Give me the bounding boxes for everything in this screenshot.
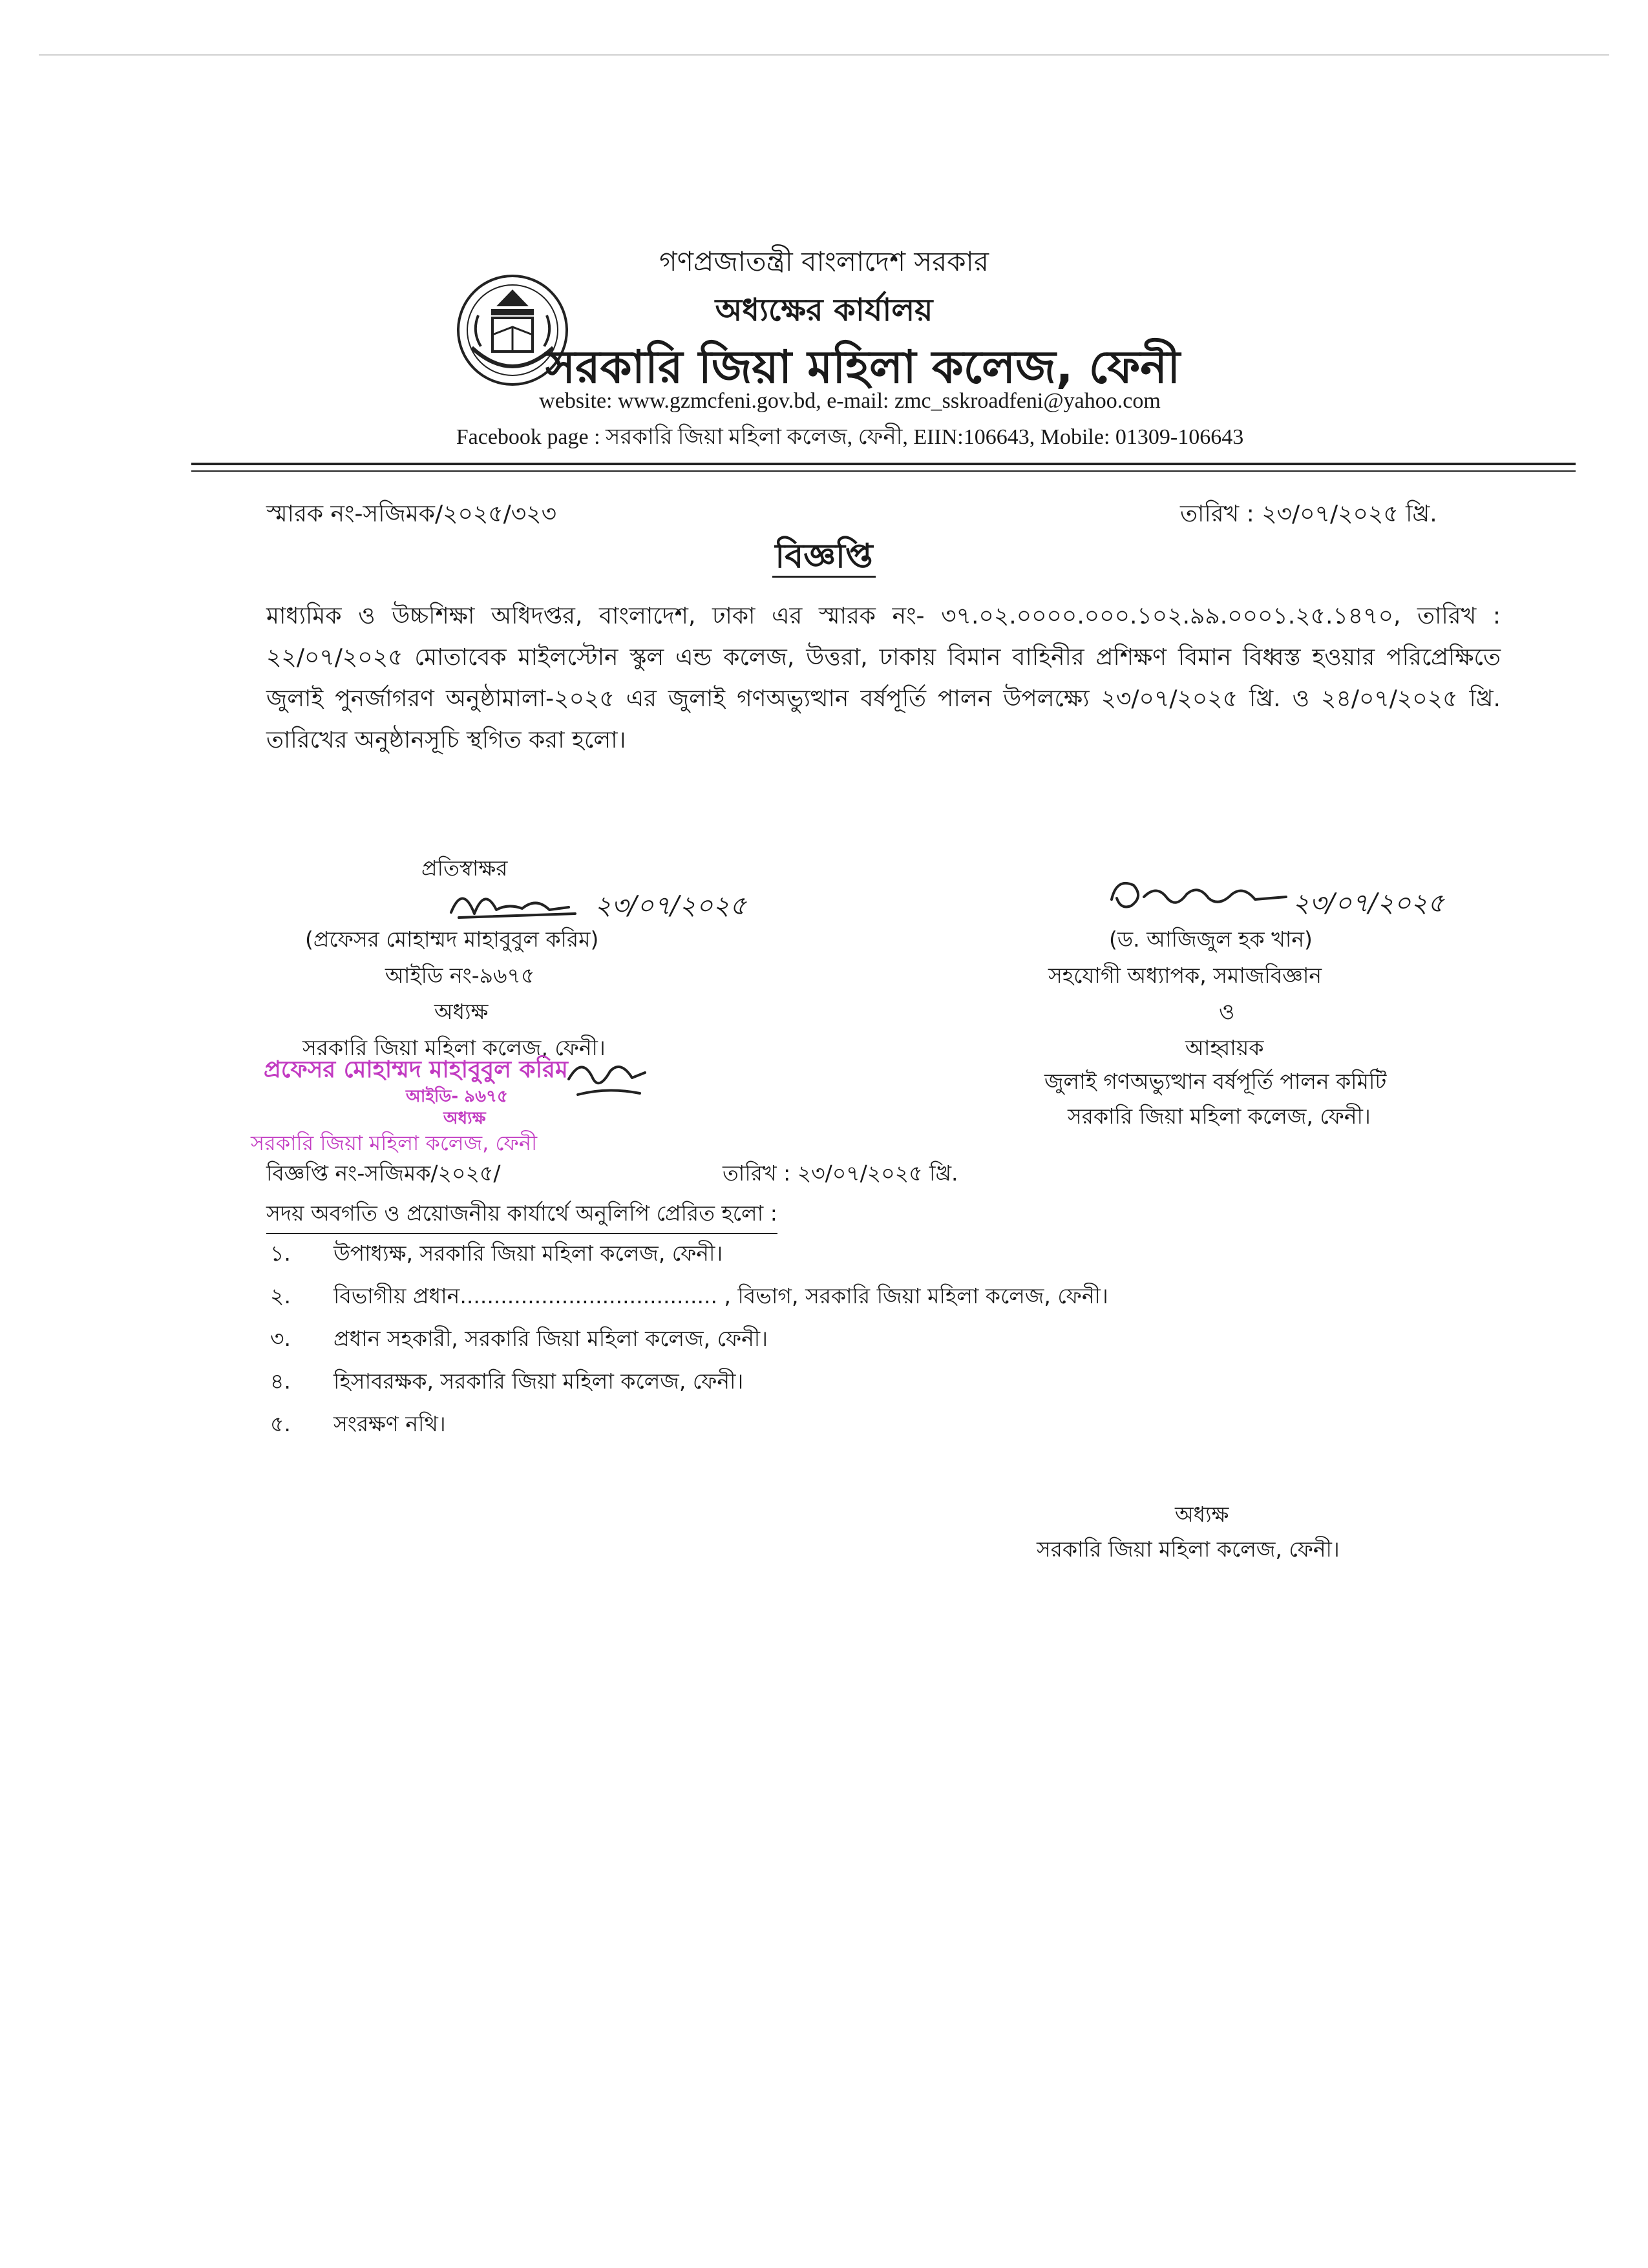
right-signatory-name: (ড. আজিজুল হক খান) <box>1109 927 1313 952</box>
header-divider-thin <box>191 470 1576 472</box>
copy-item-text: উপাধ্যক্ষ, সরকারি জিয়া মহিলা কলেজ, ফেনী। <box>333 1241 723 1266</box>
notice-title <box>0 530 1648 586</box>
left-signatory-name: (প্রফেসর মোহাম্মদ মাহাবুবুল করিম) <box>305 927 599 952</box>
office-name: অধ্যক্ষের কার্যালয় <box>715 292 933 328</box>
right-signatory-role: আহ্বায়ক <box>1185 1035 1264 1060</box>
left-signature-date: ২৩/০৭/২০২৫ <box>595 891 746 921</box>
seal-stamp-institution: সরকারি জিয়া মহিলা কলেজ, ফেনী <box>251 1131 538 1155</box>
copy-item-text: সংরক্ষণ নথি। <box>333 1411 446 1436</box>
footer-designation: অধ্যক্ষ <box>1175 1502 1229 1527</box>
right-signatory-conjunction: ও <box>1219 999 1235 1024</box>
government-name: গণপ্রজাতন্ত্রী বাংলাদেশ সরকার <box>659 246 989 277</box>
right-signature <box>1105 871 1299 923</box>
countersign-label: প্রতিস্বাক্ষর <box>421 856 508 881</box>
left-signatory-institution: সরকারি জিয়া মহিলা কলেজ, ফেনী। <box>302 1035 606 1060</box>
copy-item-number: ৫. <box>270 1411 291 1436</box>
copy-item-number: ১. <box>270 1241 291 1266</box>
right-signature-date: ২৩/০৭/২০২৫ <box>1293 888 1444 918</box>
stamp-initial-scribble <box>562 1053 653 1105</box>
college-name: সরকারি জিয়া মহিলা কলেজ, ফেনী <box>545 341 1181 394</box>
memo-number: স্মারক নং-সজিমক/২০২৫/৩২৩ <box>266 501 556 527</box>
copy-item-number: ৩. <box>270 1326 291 1351</box>
right-signatory-institution: সরকারি জিয়া মহিলা কলেজ, ফেনী। <box>1068 1104 1371 1129</box>
copy-date: তারিখ : ২৩/০৭/২০২৫ খ্রি. <box>723 1160 958 1186</box>
left-signatory-designation: অধ্যক্ষ <box>434 999 489 1024</box>
header-divider <box>191 463 1576 465</box>
footer-institution: সরকারি জিয়া মহিলা কলেজ, ফেনী। <box>1037 1537 1340 1562</box>
seal-stamp-id: আইডি- ৯৬৭৫ <box>406 1087 508 1106</box>
copy-number: বিজ্ঞপ্তি নং-সজিমক/২০২৫/ <box>266 1160 501 1186</box>
copy-item-text: প্রধান সহকারী, সরকারি জিয়া মহিলা কলেজ, ফেনী। <box>333 1326 768 1351</box>
scan-edge-line <box>39 54 1609 56</box>
seal-stamp-designation: অধ্যক্ষ <box>443 1109 486 1128</box>
copy-item-text: বিভাগীয় প্রধান...................................... , বিভাগ, সরকারি জিয়া মহিলা কলেজ, ফেনী। <box>333 1283 1108 1308</box>
copy-item-number: ২. <box>270 1283 291 1308</box>
right-signatory-committee: জুলাই গণঅভ্যুত্থান বর্ষপূর্তি পালন কমিটি <box>1044 1069 1387 1094</box>
memo-date: তারিখ : ২৩/০৭/২০২৫ খ্রি. <box>1180 501 1437 527</box>
copy-intro: সদয় অবগতি ও প্রয়োজনীয় কার্যার্থে অনুলিপি প্রেরিত হলো : <box>266 1197 777 1234</box>
copy-item-text: হিসাবরক্ষক, সরকারি জিয়া মহিলা কলেজ, ফেনী। <box>333 1369 744 1394</box>
copy-item-number: ৪. <box>270 1369 291 1394</box>
right-signatory-designation: সহযোগী অধ্যাপক, সমাজবিজ্ঞান <box>1048 963 1322 988</box>
seal-stamp-name: প্রফেসর মোহাম্মদ মাহাবুবুল করিম <box>264 1056 568 1083</box>
left-signatory-id: আইডি নং-৯৬৭৫ <box>385 963 535 988</box>
notice-body: মাধ্যমিক ও উচ্চশিক্ষা অধিদপ্তর, বাংলাদেশ, ঢাকা এর স্মারক নং- ৩৭.০২.০০০০.০০০.১০২.৯৯.০০০১.২৫.১৪৭০, তারিখ : ২২/০৭/২০২৫ মোতাবেক মাইলস্টোন স্কুল এন্ড কলেজ, উত্তরা, ঢাকায় বিমান বাহিনীর প্রশিক্ষণ বিমান বিধ্বস্ত হওয়ার পরিপ্রেক্ষিতে জুলাই পুনর্জাগরণ অনুষ্ঠামালা-২০২৫ এর জুলাই গণঅভ্যুত্থান বর্ষপূর্তি পালন উপলক্ষ্যে ২৩/০৭/২০২৫ খ্রি. ও ২৪/০৭/২০২৫ খ্রি. তারিখের অনুষ্ঠানসূচি স্থগিত করা হলো। <box>266 603 1501 753</box>
notice-title-text: বিজ্ঞপ্তি <box>772 537 875 578</box>
contact-facebook-eiin: Facebook page : সরকারি জিয়া মহিলা কলেজ, ফেনী, EIIN:106643, Mobile: 01309-106643 <box>456 425 1244 449</box>
contact-web-email: website: www.gzmcfeni.gov.bd, e-mail: zmc_sskroadfeni@yahoo.com <box>539 389 1161 413</box>
